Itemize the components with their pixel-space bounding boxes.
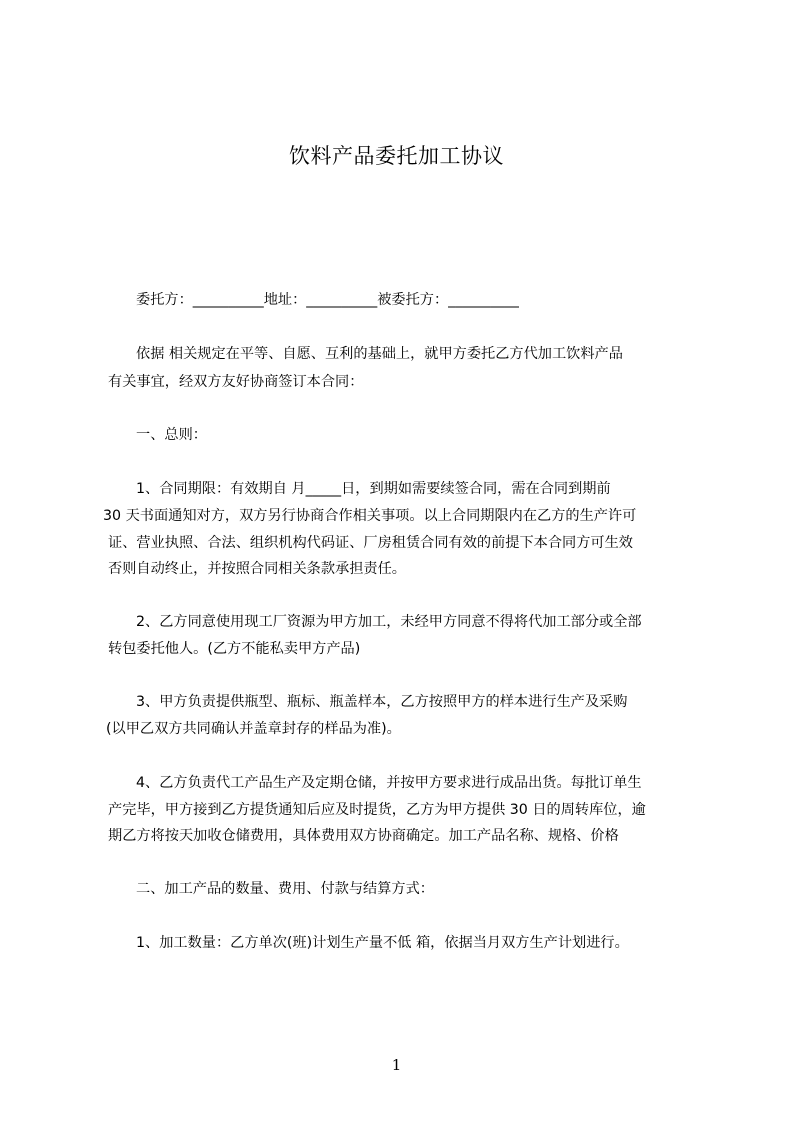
intro-line-2: 有关事宜，经双方友好协商签订本合同： [108,374,364,390]
clause-2-line-2: 转包委托他人。(乙方不能私卖甲方产品) [108,641,361,657]
intro-line-1: 依据 相关规定在平等、自愿、互利的基础上，就甲方委托乙方代加工饮料产品 [136,346,623,362]
clause-2-1-line: 1、加工数量：乙方单次(班)计划生产量不低 箱，依据当月双方生产计划进行。 [136,935,629,951]
clause-3-line-1: 3、甲方负责提供瓶型、瓶标、瓶盖样本，乙方按照甲方的样本进行生产及采购 [136,694,628,710]
document-title: 饮料产品委托加工协议 [289,144,504,168]
section-heading-general: 一、总则： [136,427,207,443]
clause-1-line-4: 否则自动终止，并按照合同相关条款承担责任。 [108,561,406,577]
parties-line: 委托方：__________地址：__________被委托方：__________ [136,292,520,308]
clause-1-line-2: 30 天书面通知对方，双方另行协商合作相关事项。以上合同期限内在乙方的生产许可 [103,508,637,524]
clause-4-line-2: 产完毕，甲方接到乙方提货通知后应及时提货，乙方为甲方提供 30 日的周转库位，逾 [108,802,646,818]
clause-2-line-1: 2、乙方同意使用现工厂资源为甲方加工，未经甲方同意不得将代加工部分或全部 [136,614,642,630]
clause-4-line-3: 期乙方将按天加收仓储费用，具体费用双方协商确定。加工产品名称、规格、价格 [108,828,619,844]
clause-1-line-3: 证、营业执照、合法、组织机构代码证、厂房租赁合同有效的前提下本合同方可生效 [108,535,633,551]
clause-3-line-2: (以甲乙双方共同确认并盖章封存的样品为准)。 [106,721,401,737]
page-number: 1 [391,1056,402,1074]
clause-4-line-1: 4、乙方负责代工产品生产及定期仓储，并按甲方要求进行成品出货。每批订单生 [136,775,642,791]
clause-1-line-1: 1、合同期限：有效期自 月_____日，到期如需要续签合同，需在合同到期前 [136,481,611,497]
section-heading-quantity-fees: 二、加工产品的数量、费用、付款与结算方式： [136,881,434,897]
